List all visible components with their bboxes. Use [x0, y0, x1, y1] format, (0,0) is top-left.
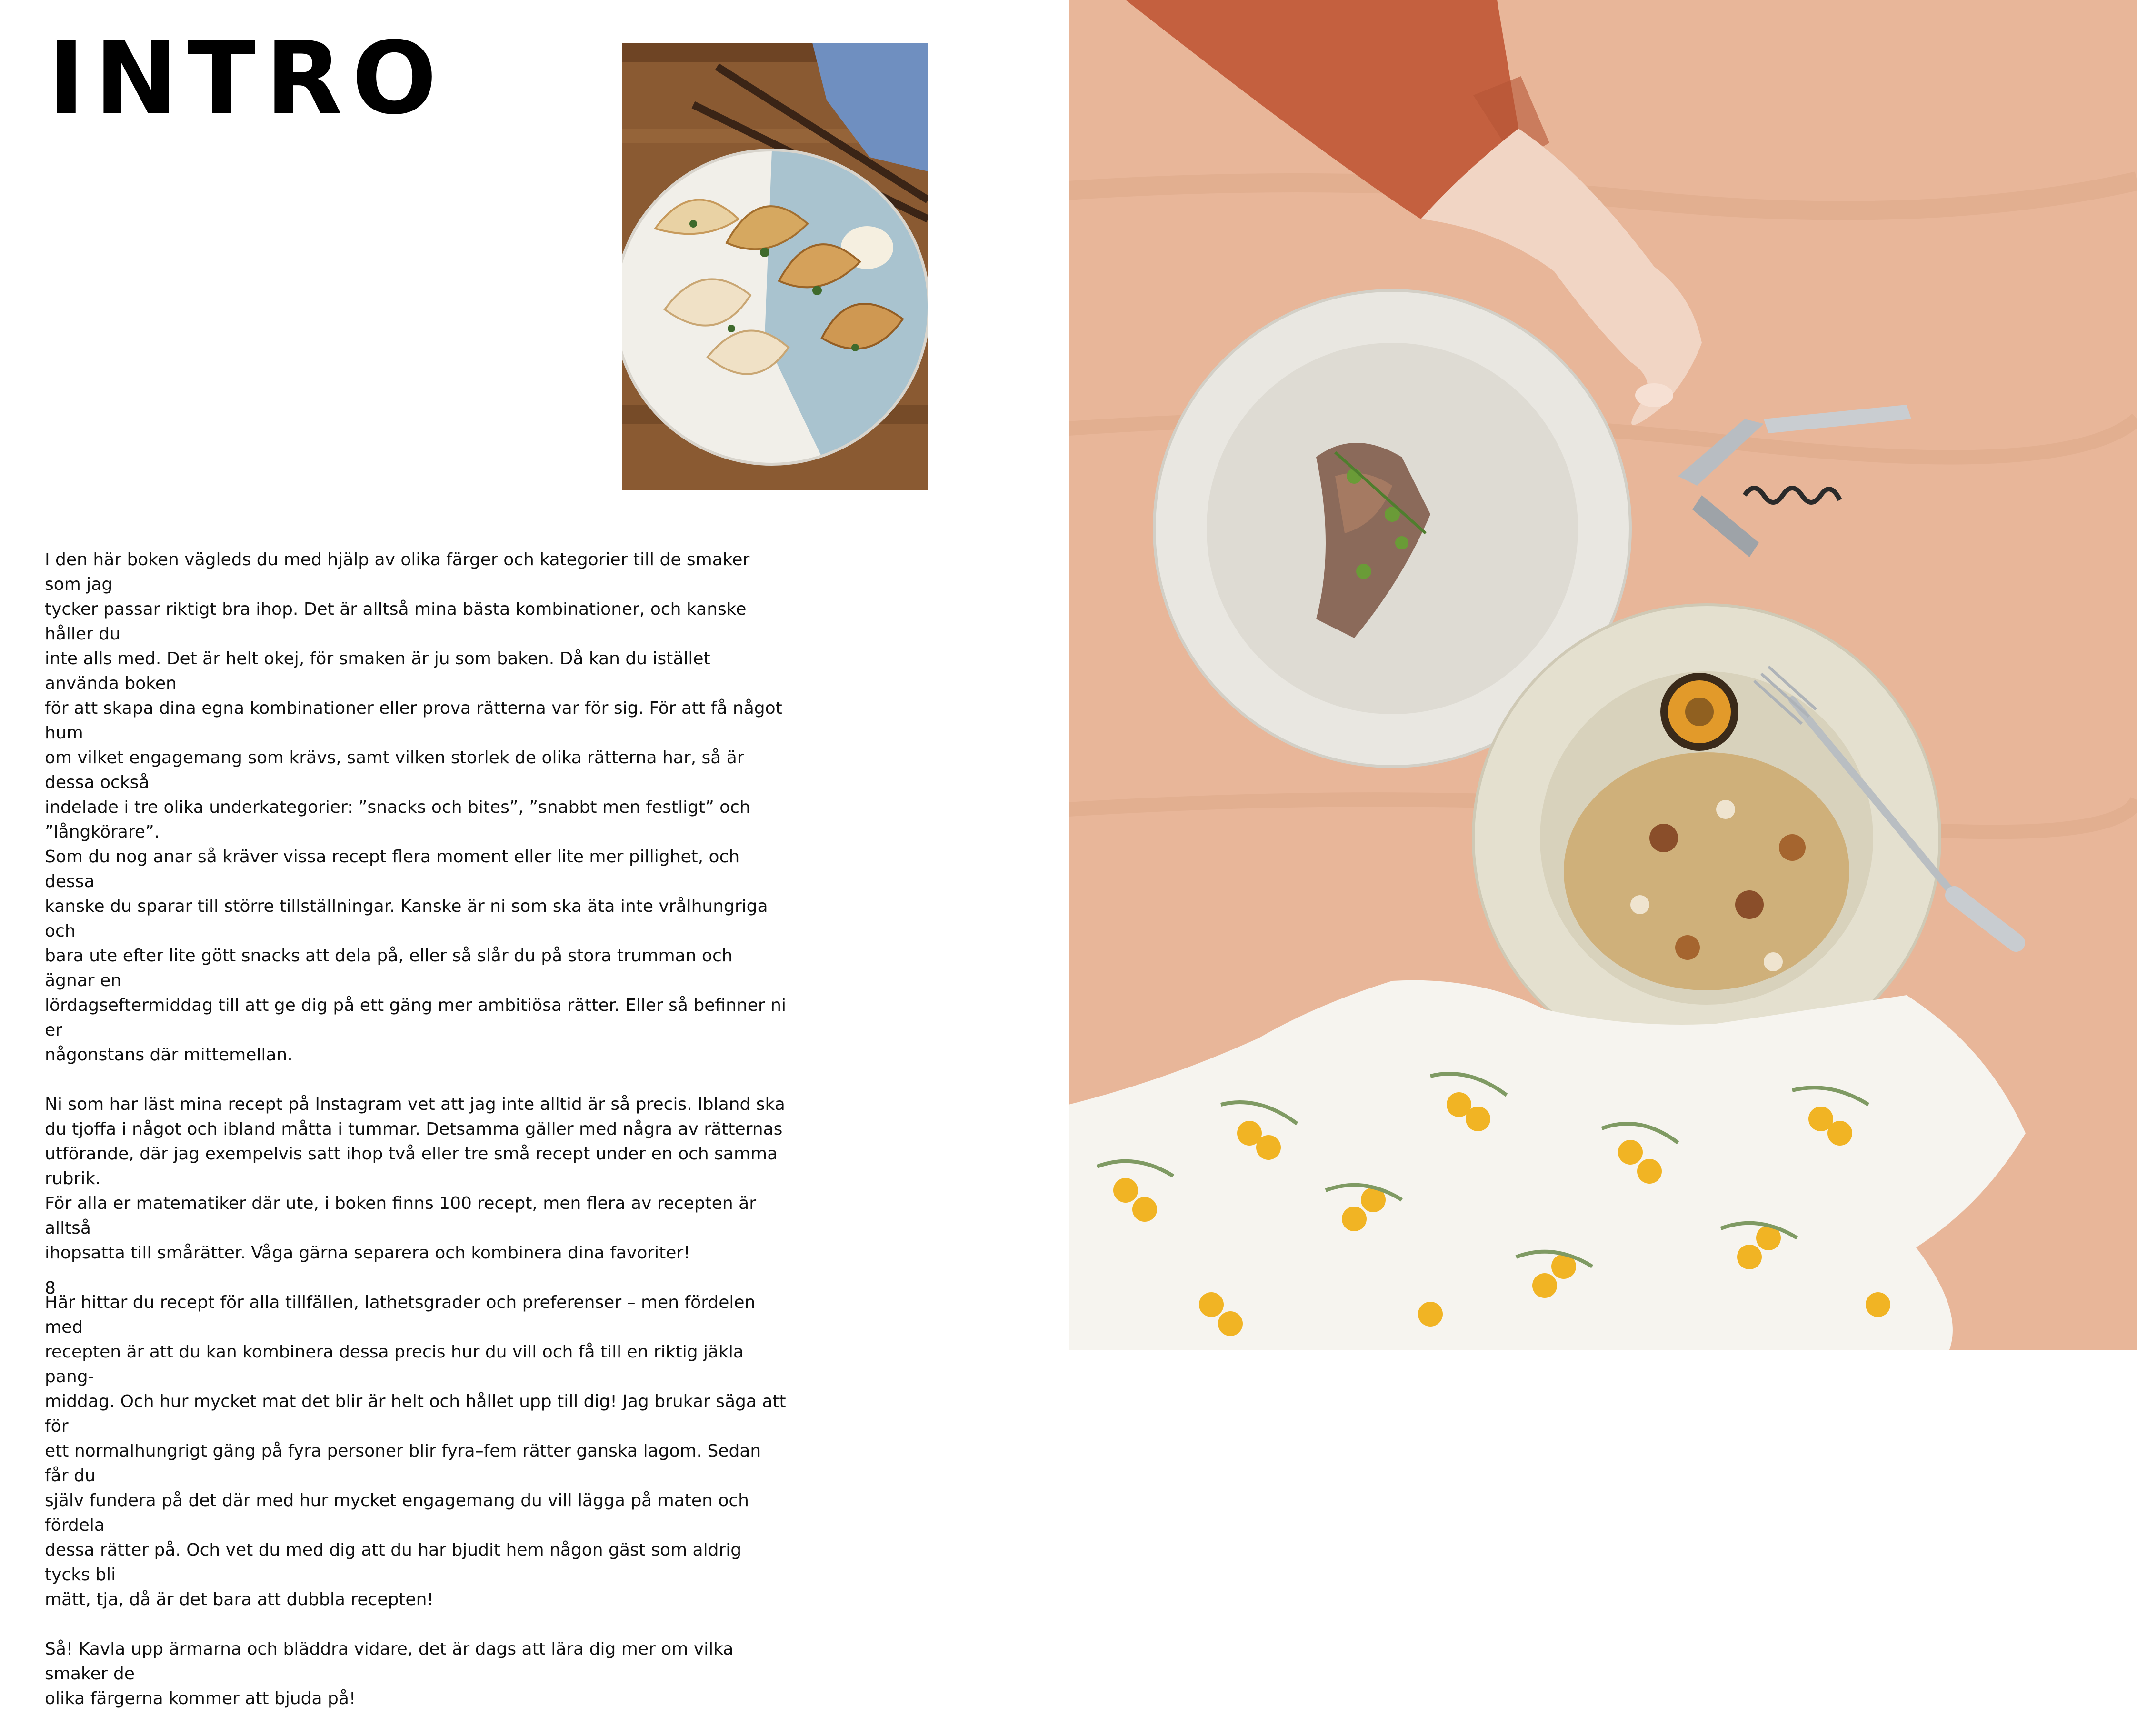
paragraph: Ni som har läst mina recept på Instagram vet att jag inte alltid är så precis. Ibland ska du tjoffa i något och ibland måtta i tummar. Detsamma gäller med några av rätternas utförande, där jag exempelvis satt ihop två eller tre små recept under en och samma rubrik. För alla er matematiker där ute, i boken finns 100 recept, men flera av recepten är alltså ihopsatta till smårätter. Våga gärna separera och kombinera dina favoriter! — [45, 1095, 785, 1263]
dumplings-photo — [622, 43, 928, 490]
page-title: INTRO — [48, 20, 447, 137]
paragraph: I den här boken vägleds du med hjälp av olika färger och kategorier till de smaker som jag tycker passar riktigt bra ihop. Det är alltså mina bästa kombinationer, och kanske håller du inte alls med. Det är helt okej, för smaken är ju som baken. Då kan du istället använda boken för att skapa dina egna kombinationer eller prova rätterna var för sig. För att få något hum om vilket engagemang som krävs, samt vilken storlek de olika rätterna har, så är dessa också indelade i tre olika underkategorier: ”snacks och bites”, ”snabbt men festligt” och ”långkörare”. Som du nog anar så kräver vissa recept flera moment eller lite mer pillighet, och dessa kanske du sparar till större tillställningar. Kanske är ni som ska äta inte vrålhungriga och bara ute efter lite gött snacks att dela på, eller så slår du på stora trumman och ägnar en lördagseftermiddag till att ge dig på ett gäng mer ambitiösa rätter. Eller så befinner ni er någonstans där mittemellan. — [45, 550, 786, 1065]
paragraph: Så! Kavla upp ärmarna och bläddra vidare, det är dags att lära dig mer om vilka smaker de olika färgerna kommer att bjuda på! — [45, 1639, 734, 1708]
page-number: 8 — [45, 1278, 56, 1298]
table-spread-illustration — [1068, 0, 2137, 1350]
dumplings-illustration — [622, 43, 928, 490]
intro-text — [45, 548, 788, 1736]
table-spread-photo — [1068, 0, 2137, 1350]
left-page — [0, 0, 1068, 1708]
paragraph: Här hittar du recept för alla tillfällen, lathetsgrader och preferenser – men fördelen med recepten är att du kan kombinera dessa precis hur du vill och få till en riktig jäkla pang- middag. Och hur mycket mat det blir är helt och hållet upp till dig! Jag brukar säga att för ett normalhungrigt gäng på fyra personer blir fyra–fem rätter ganska lagom. Sedan får du själv fundera på det där med hur mycket engagemang du vill lägga på maten och fördela dessa rätter på. Och vet du med dig att du har bjudit hem någon gäst som aldrig tycks bli mätt, tja, då är det bara att dubbla recepten! — [45, 1293, 786, 1609]
